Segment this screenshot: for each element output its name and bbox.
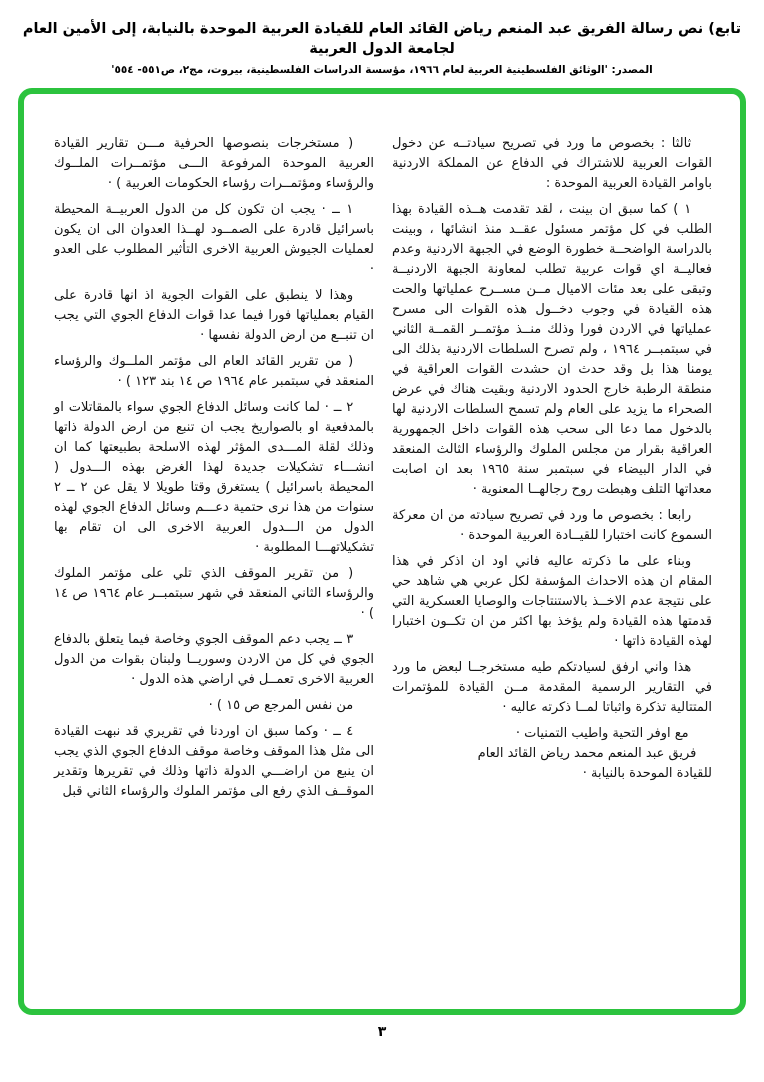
left-column-paragraphs — [54, 134, 374, 802]
paragraph: ٢ ــ · لما كانت وسائل الدفاع الجوي سواء بالمقاتلات او بالمدفعية او بالصواريخ يجب ان تنبع من ارض الدولة ذاتها وذلك لقلة المـــدى المؤثر لهذه الاسلحة بطبيعتها كما ان انشـــاء تشكيلات جديدة لهذا الغرض بهذه الـــدول ( المحيطة باسرائيل ) يستغرق وقتا طويلا لا يقل عن ٢ ــ ٢ سنوات من هذا نرى حتمية دعـــم وسائل الدفاع الجوي لهذه الدول من الـــدول العربية الاخرى الى ان تقام بها تشكيلاتهـــا المطلوبة · — [54, 400, 374, 555]
paragraph: ( من تقرير الموقف الذي تلي على مؤتمر الملوك والرؤساء الثاني المنعقد في شهر سبتمبــر عام ١٩٦٤ ص ١٤ ) · — [54, 566, 374, 621]
closing-block — [392, 724, 712, 784]
paragraph: ثالثا : بخصوص ما ورد في تصريح سيادتــه عن دخول القوات العربية للاشتراك في الدفاع عن المملكة الاردنية باوامر القيادة العربية الموحدة : — [392, 136, 712, 191]
paragraph: ١ ) كما سبق ان بينت ، لقد تقدمت هــذه القيادة بهذا الطلب في كل مؤتمر مسئول عقــد منذ انشائها ، وبينت بالدراسة الواضحــة خطورة الوضع في الجبهة الاردنية وعدم فعاليــة اي قوات عربية تطلب لمعاونة الجبهة الاردنيــة وتبقى على بعد مئات الاميال مــن مســرح عملياتها والحت هذه القيادة في وجوب دخــول هذه القوات الى مسرح عملياتها في الاردن فورا وذلك منــذ مؤتمــر القمــة الثاني في سبتمبــر ١٩٦٤ ، ولم تصرح السلطات الاردنية بذلك الى يومنا هذا بل وقد حدث ان حشدت القوات العراقية في منطقة الرطبة خارج الحدود الاردنية وبقيت هناك في عرض الصحراء ما يزيد على العام ولم تسمح السلطات الاردنية لها بالدخول مما دعا الى سحب هذه القوات داخل الجمهورية العراقية بقرار من مجلس الملوك والرؤساء الثالث المنعقد في الدار البيضاء في سبتمبر سنة ١٩٦٥ بعد ان اصابت معداتها التلف وهبطت روح رجالهــا المعنوية · — [392, 202, 712, 497]
page-number: ٣ — [377, 1024, 387, 1040]
left-column — [54, 134, 374, 989]
signature-role: للقيادة الموحدة بالنيابة · — [582, 766, 712, 781]
paragraph: هذا واني ارفق لسيادتكم طيه مستخرجــا لبعض ما ورد في التقارير الرسمية المقدمة مــن القيادة للمؤتمرات المتتالية تذكرة واثباتا لمــا ذكرته عاليه · — [392, 660, 712, 715]
paragraph: وهذا لا ينطبق على القوات الجوية اذ انها قادرة على القيام بعملياتها فورا فيما عدا قوات الدفاع الجوي التي يجب ان تنبــع من ارض الدولة نفسها · — [54, 288, 374, 343]
document-title: تابع) نص رسالة الفريق عبد المنعم رياض القائد العام للقيادة العربية الموحدة بالنيابة، إلى الأمين العام لجامعة الدول العربية — [22, 21, 742, 57]
paragraph: من نفس المرجع ص ١٥ ) · — [208, 698, 354, 713]
text-columns — [24, 94, 740, 1009]
document-source: المصدر: 'الوثائق الفلسطينية العربية لعام ١٩٦٦، مؤسسة الدراسات الفلسطينية، بيروت، مج٢، ص٥٥١- ٥٥٤' — [111, 64, 653, 77]
paragraph: ١ ــ · يجب ان تكون كل من الدول العربيــة المحيطة باسرائيل قادرة على الصمــود لهــذا العدوان الى ان يكون لعمليات الجيوش العربية الاخرى التأثير المطلوب على العدو · — [54, 202, 374, 277]
paragraph: ( مستخرجات بنصوصها الحرفية مـــن تقارير القيادة العربية الموحدة المرفوعة الـــى مؤتمــرات الملــوك والرؤساء ومؤتمــرات رؤساء الحكومات العربية ) · — [54, 136, 374, 191]
paragraph: ٤ ــ · وكما سبق ان اوردنا في تقريري قد نبهت القيادة الى مثل هذا الموقف وخاصة موقف الدفاع الجوي الذي يجب ان ينبع من اراضـــي الدولة ذاتها وذلك في تقريرها وتقدير الموقــف الذي رفع الى مؤتمر الملوك والرؤساء الثاني قبل — [54, 724, 374, 799]
right-column-paragraphs — [392, 134, 712, 718]
paragraph: ( من تقرير القائد العام الى مؤتمر الملــوك والرؤساء المنعقد في سبتمبر عام ١٩٦٤ ص ١٤ بند ١٢٣ ) · — [54, 354, 374, 389]
page-header — [0, 0, 764, 76]
paragraph: ٣ ــ يجب دعم الموقف الجوي وخاصة فيما يتعلق بالدفاع الجوي في كل من الاردن وسوريــا ولبنان بقوات من الدول العربية الاخرى تعمــل في اراضي هذه الدول · — [54, 632, 374, 687]
signature-name: فريق عبد المنعم محمد رياض القائد العام — [477, 746, 697, 761]
closing-salutation: مع اوفر التحية واطيب التمنيات · — [515, 726, 689, 741]
right-column — [392, 134, 712, 989]
paragraph: رابعا : بخصوص ما ورد في تصريح سيادته من ان معركة السموع كانت اختبارا للقيــادة العربية الموحدة · — [392, 508, 712, 543]
document-frame — [18, 88, 746, 1015]
paragraph: وبناء على ما ذكرته عاليه فاني اود ان اذكر في هذا المقام ان هذه الاحداث المؤسفة لكل عربي هي شاهد حي على نتيجة عدم الاخــذ بالاستنتاجات والوصايا العسكرية التي قدمتها هذه القيادة ولم يؤخذ بها اكثر من ان تكــون اختبارا لهذه القيادة ذاتها · — [392, 554, 712, 649]
